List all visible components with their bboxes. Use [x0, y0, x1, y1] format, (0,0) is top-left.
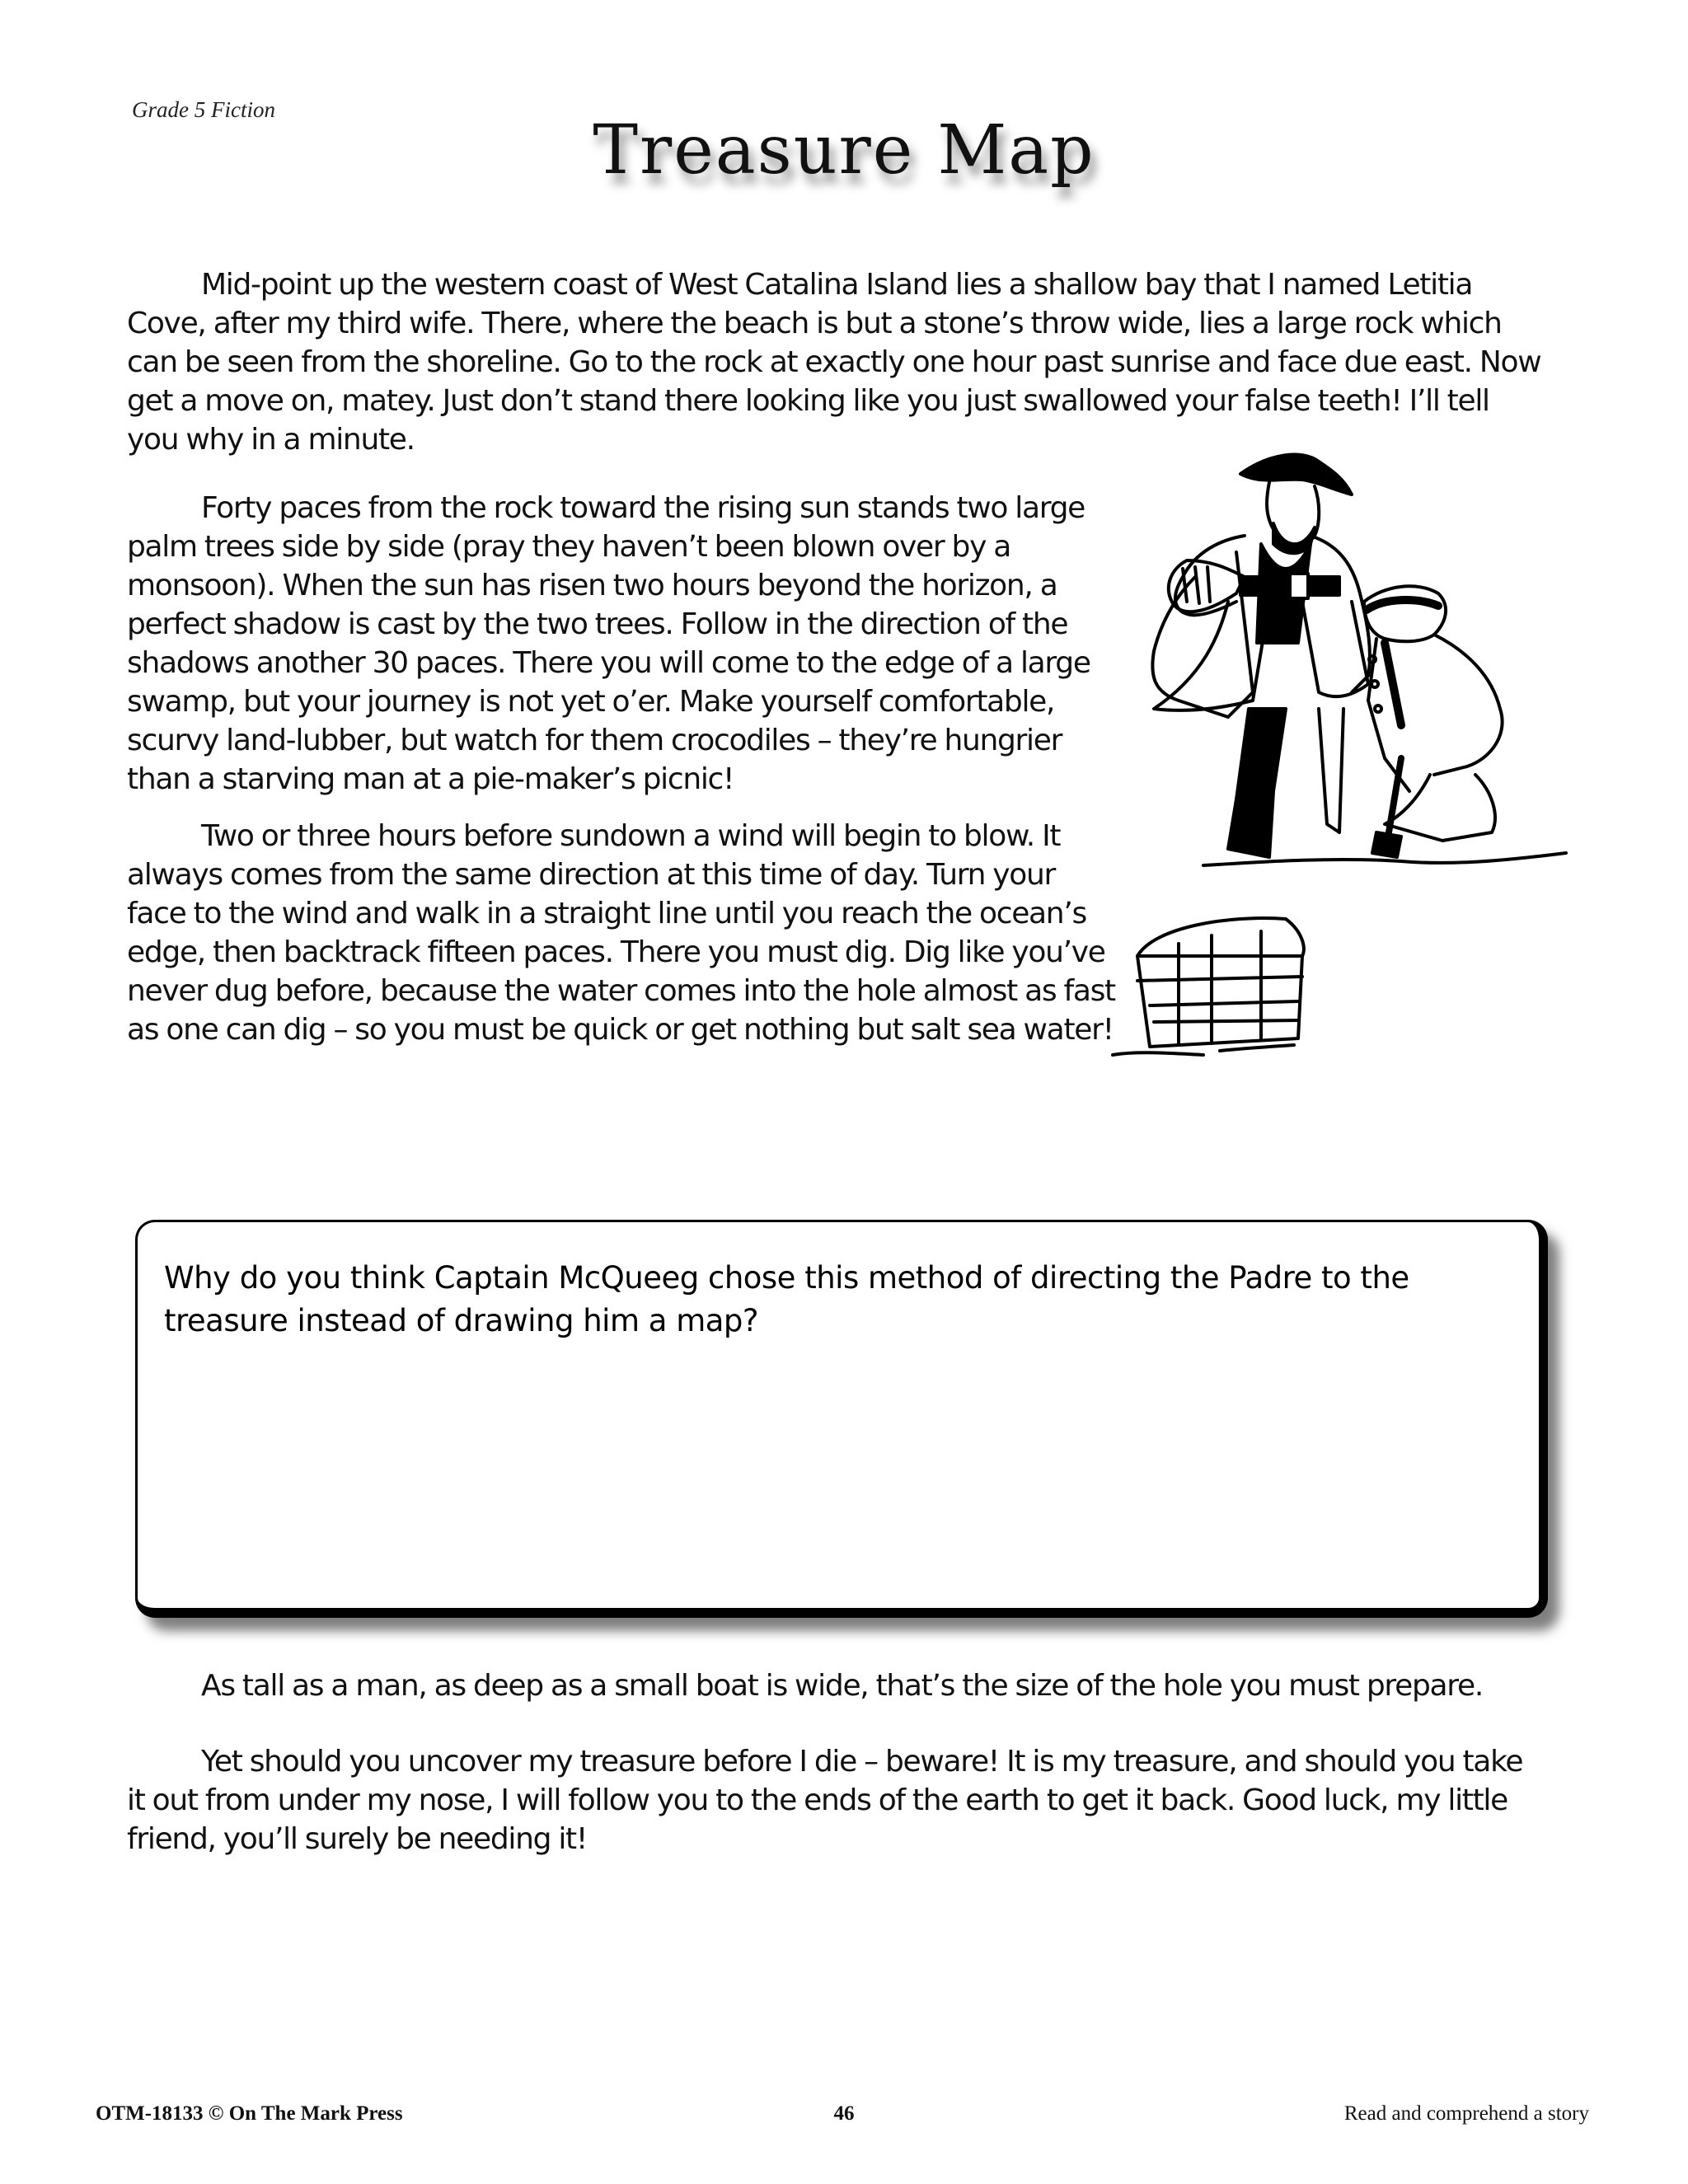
question-box — [135, 1220, 1548, 1618]
page-label: Grade 5 Fiction — [132, 97, 275, 122]
answer-writing-area[interactable] — [162, 1354, 1514, 1591]
story-block-middle — [127, 489, 1116, 1049]
story-paragraph: Forty paces from the rock toward the rising sun stands two large palm trees side by side (pray they haven’t been blown over by a monsoon). When the sun has risen two hours beyond the horizon, a perfect shadow is cast by the two trees. Follow in the direction of the shadows another 30 paces. There you will come to the edge of a large swamp, but your journey is not yet o’er. Make yourself comfortable, scurvy land-lubber, but watch for them crocodiles – they’re hungrier than a starving man at a pie-maker’s picnic! — [127, 491, 1090, 796]
pirate-drawing-icon — [1104, 445, 1599, 1170]
page-footer — [0, 2102, 1688, 2135]
story-paragraph: As tall as a man, as deep as a small boat is wide, that’s the size of the hole you must prepare. — [201, 1669, 1484, 1703]
footer-copyright: OTM-18133 © On The Mark Press — [96, 2102, 403, 2125]
story-block-top — [127, 265, 1545, 459]
story-block-bottom — [127, 1666, 1545, 1858]
footer-skill: Read and comprehend a story — [1343, 2102, 1589, 2125]
question-text: Why do you think Captain McQueeg chose this method of directing the Padre to the treasure instead of drawing him a map? — [164, 1260, 1409, 1338]
story-paragraph: Two or three hours before sundown a wind will begin to blow. It always comes from the same direction at this time of day. Turn your face to the wind and walk in a straight line until you reach the ocean’s edge, then backtrack fifteen paces. There you must dig. Dig like you’ve never dug before, because the water comes into the hole almost as fast as one can dig – so you must be quick or get nothing but salt sea water! — [127, 819, 1115, 1047]
page-number: 46 — [833, 2102, 855, 2125]
story-paragraph: Mid-point up the western coast of West Catalina Island lies a shallow bay that I named Letitia Cove, after my third wife. There, where the beach is but a stone’s throw wide, lies a large rock which can be seen from the shoreline. Go to the rock at exactly one hour past sunrise and face due east. Now get a move on, matey. Just don’t stand there looking like you just swallowed your false teeth! I’ll tell you why in a minute. — [127, 268, 1541, 457]
story-paragraph: Yet should you uncover my treasure before I die – beware! It is my treasure, and should you take it out from under my nose, I will follow you to the ends of the earth to get it back. Good luck, my little friend, you’ll surely be needing it! — [127, 1745, 1523, 1856]
page-title: Treasure Map — [593, 111, 1095, 190]
pirate-illustration — [1104, 445, 1599, 1170]
